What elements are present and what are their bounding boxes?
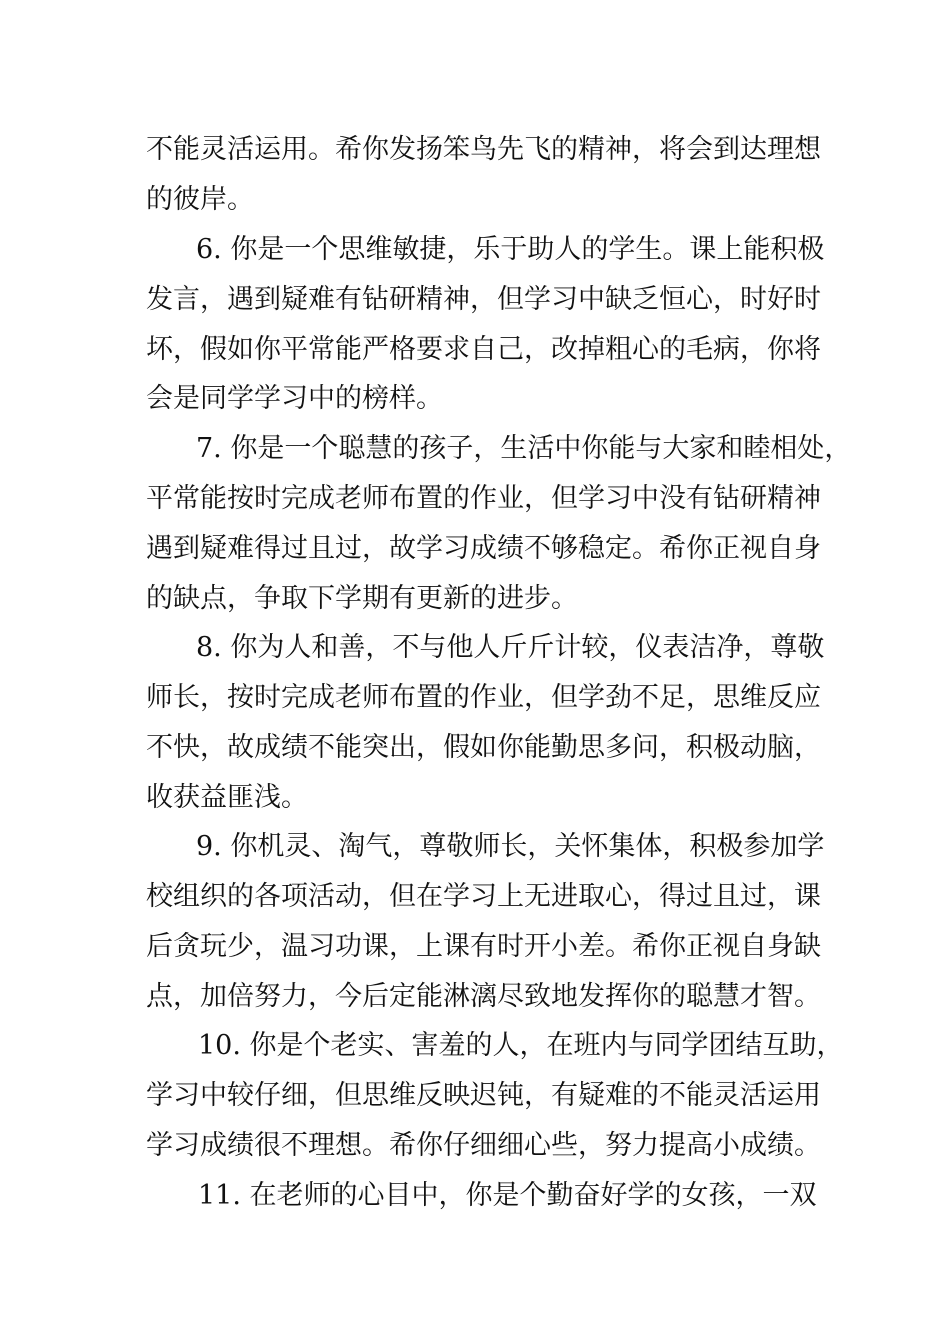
paragraph-start-line: 9. 你机灵、淘气，尊敬师长，关怀集体，积极参加学 (196, 831, 825, 862)
text-line: 平常能按时完成老师布置的作业，但学习中没有钻研精神 (146, 483, 821, 514)
text-line: 遇到疑难得过且过，故学习成绩不够稳定。希你正视自身 (146, 533, 821, 564)
text-line: 点，加倍努力，今后定能淋漓尽致地发挥你的聪慧才智。 (146, 981, 821, 1012)
text-line: 坏，假如你平常能严格要求自己，改掉粗心的毛病，你将 (146, 334, 821, 365)
text-line: 的彼岸。 (146, 184, 254, 215)
text-line: 不快，故成绩不能突出，假如你能勤思多问，积极动脑， (146, 732, 821, 763)
paragraph-start-line: 7. 你是一个聪慧的孩子，生活中你能与大家和睦相处， (196, 433, 852, 464)
text-line: 师长，按时完成老师布置的作业，但学劲不足，思维反应 (146, 682, 821, 713)
text-line: 校组织的各项活动，但在学习上无进取心，得过且过，课 (146, 881, 821, 912)
paragraph-start-line: 11. 在老师的心目中，你是个勤奋好学的女孩，一双 (198, 1180, 817, 1211)
text-line: 不能灵活运用。希你发扬笨鸟先飞的精神，将会到达理想 (146, 134, 821, 165)
paragraph-start-line: 8. 你为人和善，不与他人斤斤计较，仪表洁净，尊敬 (196, 632, 825, 663)
text-line: 发言，遇到疑难有钻研精神，但学习中缺乏恒心，时好时 (146, 284, 821, 315)
text-line: 会是同学学习中的榜样。 (146, 383, 443, 414)
text-line: 收获益匪浅。 (146, 782, 308, 813)
paragraph-start-line: 6. 你是一个思维敏捷，乐于助人的学生。课上能积极 (196, 234, 825, 265)
text-line: 学习成绩很不理想。希你仔细细心些，努力提高小成绩。 (146, 1130, 821, 1161)
text-line: 学习中较仔细，但思维反映迟钝，有疑难的不能灵活运用 (146, 1080, 821, 1111)
paragraph-start-line: 10. 你是个老实、害羞的人，在班内与同学团结互助， (198, 1030, 844, 1061)
text-line: 的缺点，争取下学期有更新的进步。 (146, 583, 578, 614)
text-line: 后贪玩少，温习功课，上课有时开小差。希你正视自身缺 (146, 931, 821, 962)
